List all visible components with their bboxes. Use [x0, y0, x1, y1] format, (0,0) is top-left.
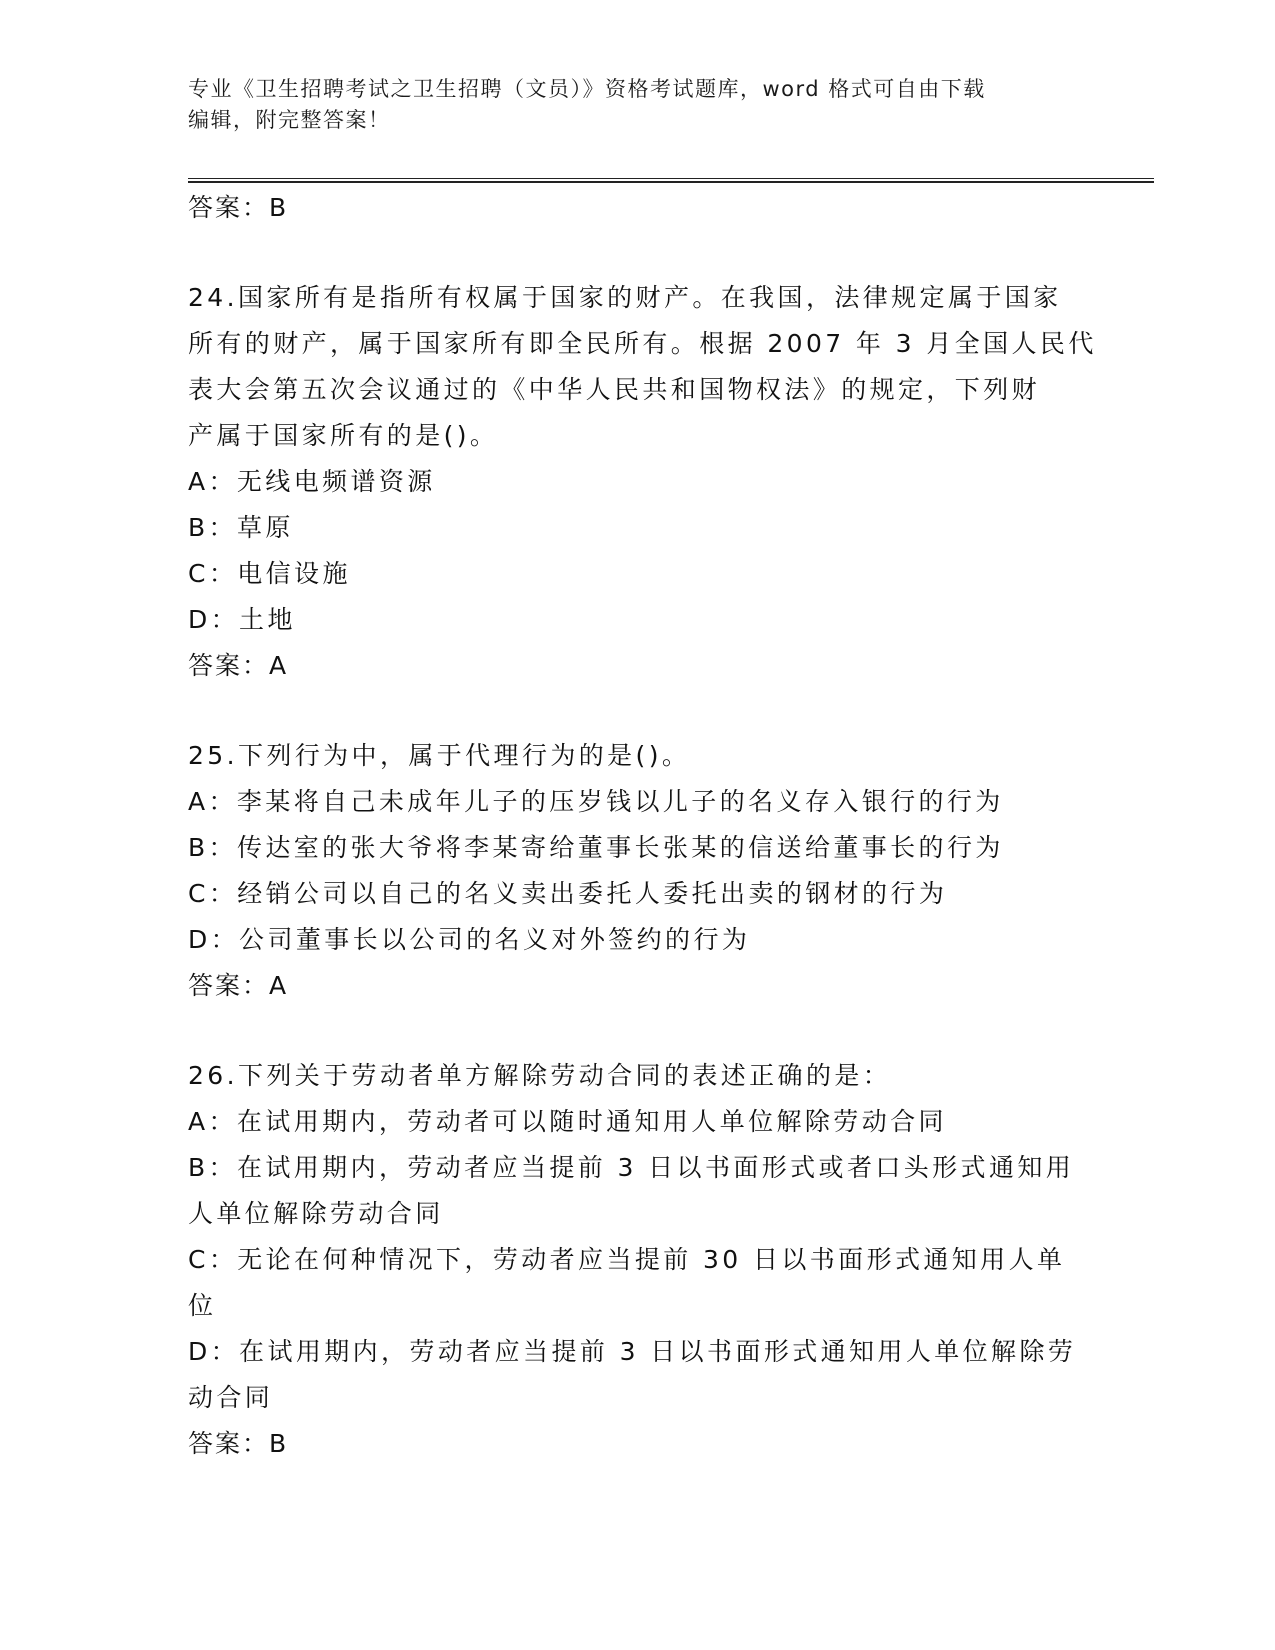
question-stem-line: 所有的财产，属于国家所有即全民所有。根据 2007 年 3 月全国人民代	[188, 329, 1097, 358]
document-header	[188, 74, 1088, 136]
option-a: A：在试用期内，劳动者可以随时通知用人单位解除劳动合同	[188, 1107, 947, 1136]
option-a: A：李某将自己未成年儿子的压岁钱以儿子的名义存入银行的行为	[188, 787, 1004, 816]
question-stem-line: 表大会第五次会议通过的《中华人民共和国物权法》的规定，下列财	[188, 375, 1041, 404]
spacer	[188, 689, 1088, 733]
option-c: C：电信设施	[188, 559, 351, 588]
question-block-24	[188, 275, 1097, 689]
option-c: C：无论在何种情况下，劳动者应当提前 30 日以书面形式通知用人单	[188, 1245, 1066, 1274]
option-b: B：草原	[188, 513, 294, 542]
question-stem-line: 26.下列关于劳动者单方解除劳动合同的表述正确的是：	[188, 1061, 892, 1090]
question-stem-line: 25.下列行为中，属于代理行为的是()。	[188, 741, 691, 770]
question-stem-line: 24.国家所有是指所有权属于国家的财产。在我国，法律规定属于国家	[188, 283, 1062, 312]
option-b: B：在试用期内，劳动者应当提前 3 日以书面形式或者口头形式通知用	[188, 1153, 1075, 1182]
header-line-1: 专业《卫生招聘考试之卫生招聘（文员）》资格考试题库，word 格式可自由下载	[188, 77, 986, 101]
question-stem-line: 产属于国家所有的是()。	[188, 421, 499, 450]
header-line-2: 编辑，附完整答案！	[188, 108, 391, 132]
question-content	[188, 185, 1097, 1467]
option-b-continued: 人单位解除劳动合同	[188, 1199, 444, 1228]
question-block-26	[188, 1053, 1088, 1467]
option-d: D：在试用期内，劳动者应当提前 3 日以书面形式通知用人单位解除劳	[188, 1337, 1077, 1366]
option-d-continued: 动合同	[188, 1383, 274, 1412]
spacer	[188, 1009, 1088, 1053]
answer-label: 答案：A	[188, 971, 289, 1000]
answer-label: 答案：B	[188, 1429, 289, 1458]
question-block-25	[188, 733, 1088, 1009]
answer-label: 答案：A	[188, 651, 289, 680]
option-d: D：土地	[188, 605, 296, 634]
spacer	[188, 231, 1088, 275]
option-d: D：公司董事长以公司的名义对外签约的行为	[188, 925, 751, 954]
option-a: A：无线电频谱资源	[188, 467, 436, 496]
option-c: C：经销公司以自己的名义卖出委托人委托出卖的钢材的行为	[188, 879, 948, 908]
header-divider	[188, 178, 1154, 183]
option-b: B：传达室的张大爷将李某寄给董事长张某的信送给董事长的行为	[188, 833, 1004, 862]
option-c-continued: 位	[188, 1291, 217, 1320]
previous-answer: 答案：B	[188, 193, 289, 222]
